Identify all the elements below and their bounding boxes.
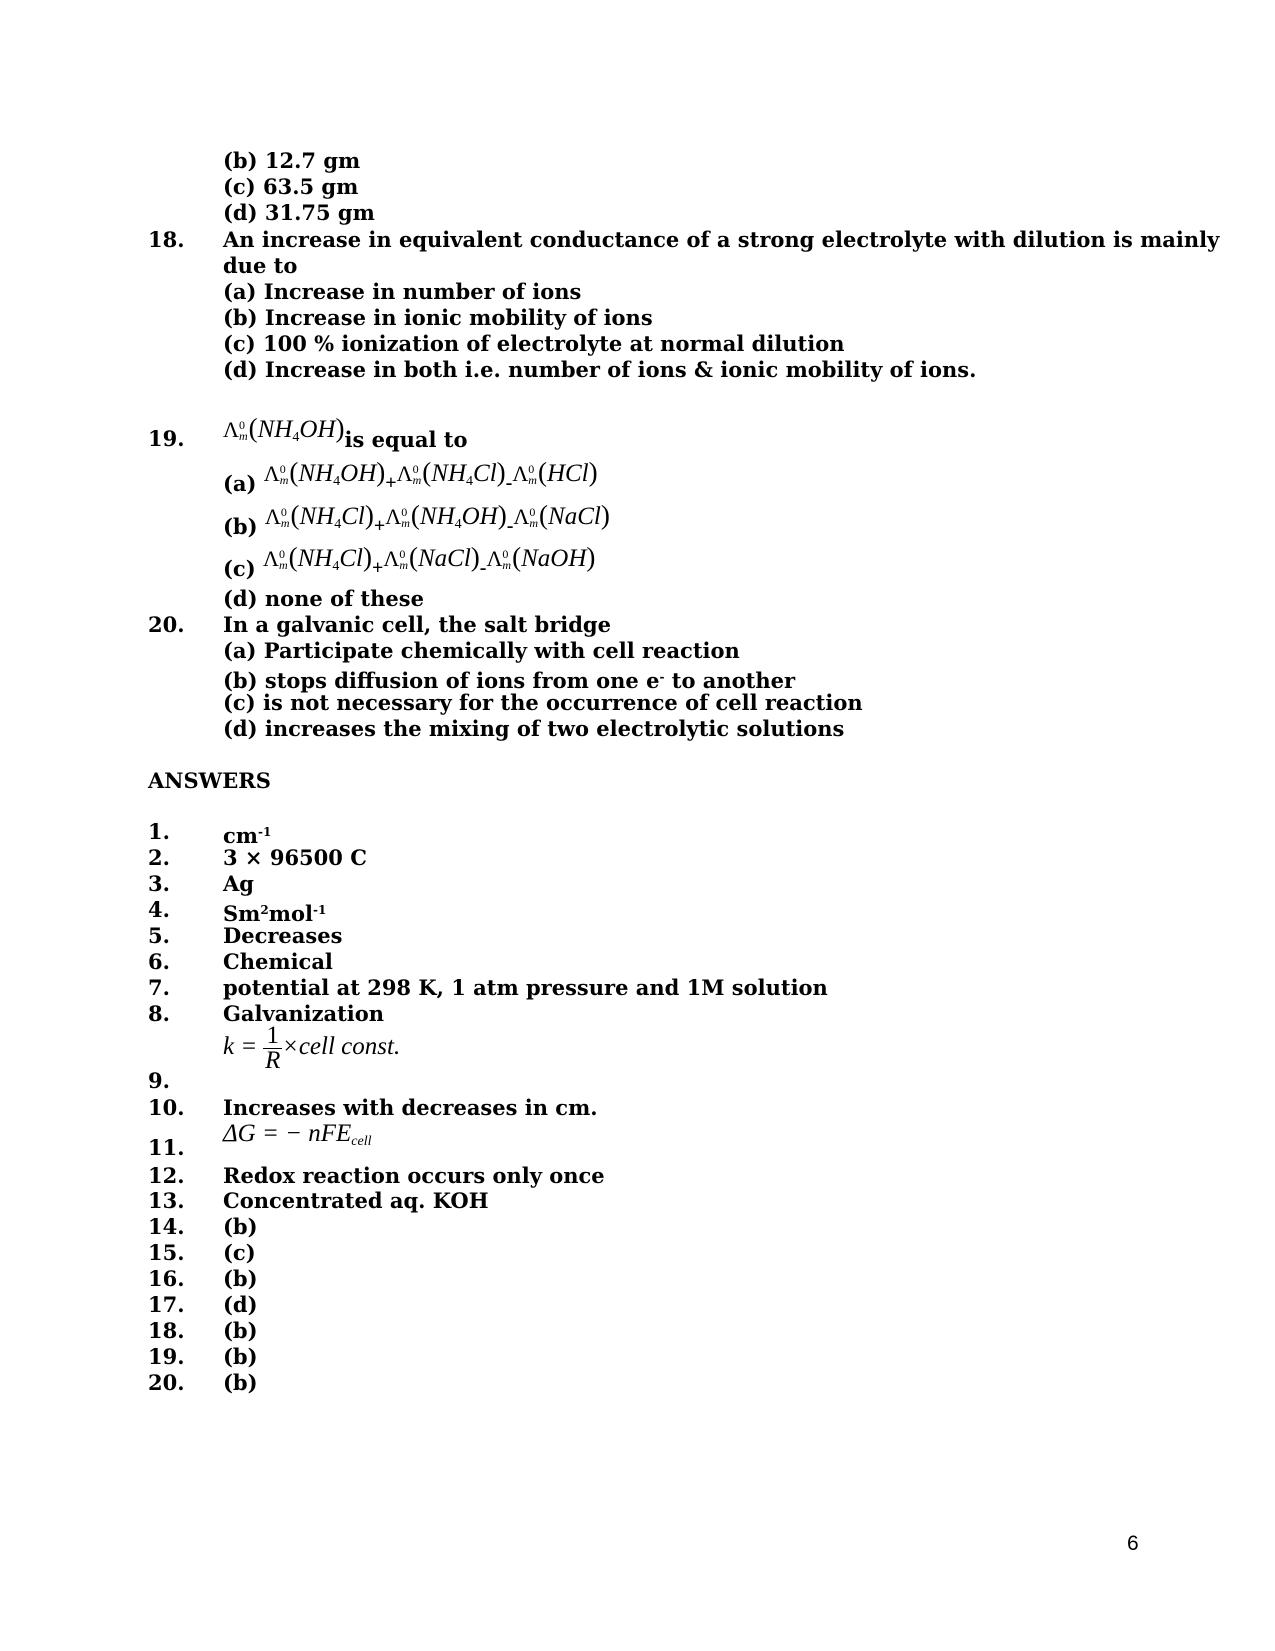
answer-2: 3 × 96500 C [223, 845, 367, 870]
answer-13: Concentrated aq. KOH [223, 1188, 489, 1213]
q19-option-a: (a) Λ 0 m $(NH_4OH)+\Lambda$ 0 m $(NH_4Cl)-\Lambda$ 0 m (HCl) [223, 457, 598, 496]
q19-option-c: (c) Λ 0 m $(NH_4Cl)+\Lambda$ 0 m (NaCl)-Λ 0 m (NaOH) [223, 542, 596, 581]
answer-11-formula: ΔG = − nFE$_{cell}$ [223, 1120, 372, 1149]
q19-option-d: (d) none of these [223, 586, 424, 611]
answer-14: (b) [223, 1214, 258, 1239]
answer-14-number: 14. [148, 1214, 185, 1239]
answer-8-number: 8. [148, 1001, 170, 1026]
answer-18: (b) [223, 1318, 258, 1343]
answer-3: Ag [223, 871, 254, 896]
answer-10-number: 10. [148, 1095, 185, 1120]
answer-3-number: 3. [148, 871, 170, 896]
answer-15: (c) [223, 1240, 256, 1265]
answer-9-number: 9. [148, 1068, 170, 1093]
answers-heading: ANSWERS [148, 768, 271, 793]
answer-4-number: 4. [148, 897, 170, 922]
q19-stem-formula: Λ 0 m $(NH_4OH)$ [223, 413, 345, 445]
answer-17-number: 17. [148, 1292, 185, 1317]
answer-7-number: 7. [148, 975, 170, 1000]
answer-10: Increases with decreases in cm. [223, 1095, 598, 1120]
q19-option-b: (b) Λ 0 m $(NH_4Cl)+\Lambda$ 0 m $(NH_4OH)-\Lambda$ 0 m (NaCl) [223, 500, 610, 539]
q19-number: 19. [148, 426, 185, 451]
q20-option-b: (b) stops diffusion of ions from one e- to another [223, 668, 796, 693]
q18-option-a: (a) Increase in number of ions [223, 279, 582, 304]
answer-15-number: 15. [148, 1240, 185, 1265]
answer-19-number: 19. [148, 1344, 185, 1369]
answer-5: Decreases [223, 923, 343, 948]
answer-20: (b) [223, 1370, 258, 1395]
answer-13-number: 13. [148, 1188, 185, 1213]
answer-16: (b) [223, 1266, 258, 1291]
answer-4: Sm$^2$mol$^{-1}$ [223, 901, 327, 926]
answer-6-number: 6. [148, 949, 170, 974]
q18-option-b: (b) Increase in ionic mobility of ions [223, 305, 653, 330]
q20-number: 20. [148, 612, 185, 637]
answer-18-number: 18. [148, 1318, 185, 1343]
q19-stem-text: is equal to [344, 427, 468, 452]
answer-12: Redox reaction occurs only once [223, 1163, 605, 1188]
page-number: 6 [1127, 1532, 1139, 1555]
answer-5-number: 5. [148, 923, 170, 948]
answer-19: (b) [223, 1344, 258, 1369]
answer-16-number: 16. [148, 1266, 185, 1291]
q17-option-c: (c) 63.5 gm [223, 174, 359, 199]
answer-12-number: 12. [148, 1163, 185, 1188]
q20-stem: In a galvanic cell, the salt bridge [223, 612, 611, 637]
q18-number: 18. [148, 227, 185, 252]
q18-option-c: (c) 100 % ionization of electrolyte at normal dilution [223, 331, 845, 356]
answer-7: potential at 298 K, 1 atm pressure and 1M solution [223, 975, 828, 1000]
answer-1: $cm^{-1}$ [223, 823, 272, 848]
q19-stem [223, 408, 468, 458]
answer-20-number: 20. [148, 1370, 185, 1395]
q20-option-a: (a) Participate chemically with cell reaction [223, 638, 740, 663]
q17-option-b: (b) 12.7 gm [223, 148, 361, 173]
answer-8: Galvanization [223, 1001, 385, 1026]
q20-option-c: (c) is not necessary for the occurrence of cell reaction [223, 690, 863, 715]
answer-1-number: 1. [148, 819, 170, 844]
answer-9-formula: k = $\frac{1}{R}$ ×cell const. [223, 1021, 401, 1074]
q20-option-d: (d) increases the mixing of two electrolytic solutions [223, 716, 845, 741]
q18-option-d: (d) Increase in both i.e. number of ions & ionic mobility of ions. [223, 357, 977, 382]
answer-6: Chemical [223, 949, 333, 974]
answer-2-number: 2. [148, 845, 170, 870]
q17-option-d: (d) 31.75 gm [223, 200, 375, 225]
answer-11-number: 11. [148, 1135, 185, 1160]
answer-17: (d) [223, 1292, 258, 1317]
q18-stem-line2: due to [223, 253, 298, 278]
q18-stem-line1: An increase in equivalent conductance of a strong electrolyte with dilution is mainly [223, 227, 1220, 252]
